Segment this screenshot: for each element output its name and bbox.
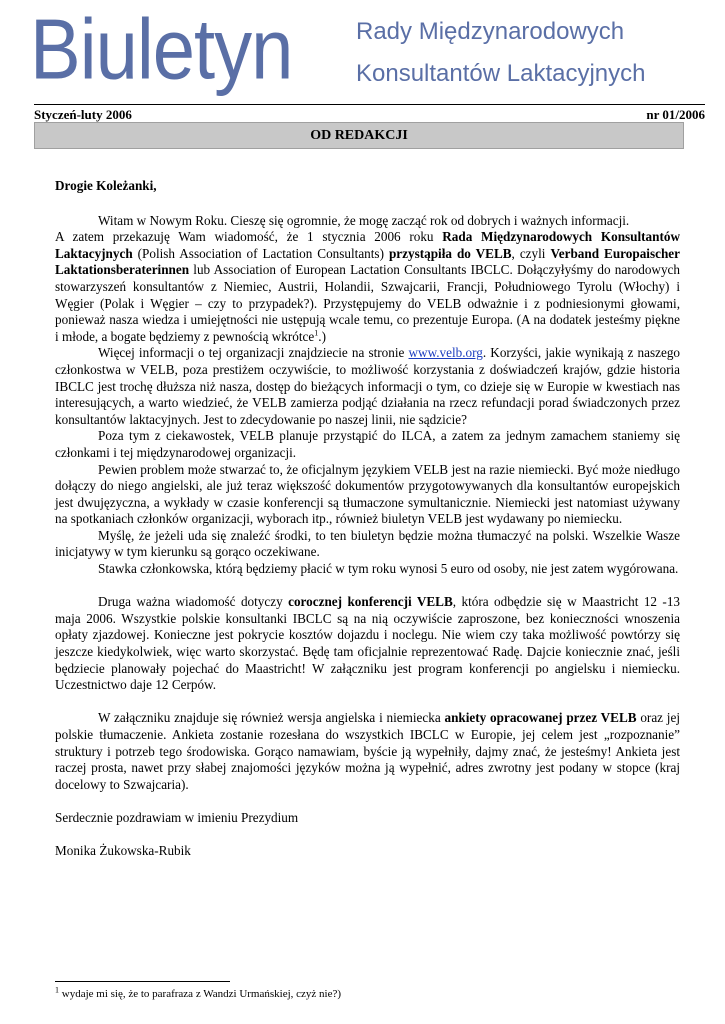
issue-info-row (34, 104, 705, 123)
masthead (26, 2, 706, 108)
paragraph-5: Pewien problem może stwarzać to, że oficjalnym językiem VELB jest na razie niemiecki. Być może niedługo dołączy do niego angielski, ale już teraz większość dokumentów przygotowywanych dla konsultantów europejskich jest dwujęzyczna, a wykłady w czasie konferencji są tłumaczone symultanicznie. Niemiecki jest natomiast używany na spotkaniach członków organizacji, wyborach itp., również biuletyn VELB jest wydawany po niemiecku. (55, 461, 680, 527)
paragraph-6: Myślę, że jeżeli uda się znaleźć środki, to ten biuletyn będzie można tłumaczyć na polski. Wszelkie Wasze inicjatywy w tym kierunku są gorąco oczekiwane. (55, 527, 680, 560)
paragraph-2: A zatem przekazuję Wam wiadomość, że 1 stycznia 2006 roku Rada Międzynarodowych Konsultantów Laktacyjnych (Polish Association of Lactation Consultants) przystąpiła do VELB, czyli Verband Europaischer Laktationsberaterinnen lub Association of European Lactation Consultants IBCLC. Dołączyłyśmy do narodowych stowarzyszeń konsultantów z Niemiec, Austrii, Holandii, Szwajcarii, Francji, Południowego Tyrolu (Włochy) i Węgier (Polak i Węgier – czy to przypadek?). Przystępujemy do VELB odważnie i z podniesionymi głowami, ponieważ nasza wiedza i umiejętności nie ustępują wcale temu, co prezentuje Europa. (A na dodatek jesteśmy piękne i młode, a bogate będziemy z pewnością wkrótce$^1$.) (55, 229, 680, 344)
signature: Monika Żukowska-Rubik (55, 843, 191, 859)
footnote-ref: 1 (314, 328, 319, 338)
issue-number: nr 01/2006 (646, 107, 705, 122)
issue-date: Styczeń-luty 2006 (34, 107, 132, 122)
paragraph-9: W załączniku znajduje się również wersja angielska i niemiecka ankiety opracowanej przez VELB oraz jej polskie tłumaczenie. Ankieta zostanie rozesłana do wszystkich IBCLC w Europie, jej celem jest „rozpoznanie” struktury i potrzeb tego środowiska. Gorąco namawiam, byście ją wypełniły, dajmy znać, że jesteśmy! Ankieta jest raczej prosta, nawet przy słabej znajomości języków można ją wypełnić, adres zwrotny jest podany w stopce (kraj docelowy to Szwajcaria). (55, 710, 680, 792)
paragraph-7: Stawka członkowska, którą będziemy płacić w tym roku wynosi 5 euro od osoby, nie jest zatem wygórowana. (98, 561, 679, 577)
footnote: $^1$ wydaje mi się, że to parafraza z Wandzi Urmańskiej, czyż nie?) (55, 985, 342, 1000)
masthead-title: Biuletyn (30, 2, 293, 98)
paragraph-1: Witam w Nowym Roku. Cieszę się ogromnie, że mogę zacząć rok od dobrych i ważnych informacji. (98, 212, 630, 228)
paragraph-3: Więcej informacji o tej organizacji znajdziecie na stronie www.velb.org. Korzyści, jakie wynikają z naszego członkostwa w VELB, poza prestiżem oczywiście, to możliwość korzystania z doświadczeń krajów, gdzie historia IBCLC jest trochę dłuższa niż nasza, dostęp do bieżących informacji o tym, co dzieje się w Europie w kwestiach nas interesujących, a warto wiedzieć, że VELB zamierza podjąć działania na rzecz refundacji porad świadczonych przez konsultantów laktacyjnych. Jest to zdecydowanie po naszej linii, nie sądzicie? (55, 345, 681, 427)
masthead-subtitle-line2: Konsultantów Laktacyjnych (356, 60, 646, 87)
paragraph-4: Poza tym z ciekawostek, VELB planuje przystąpić do ILCA, a zatem za jednym zamachem staniemy się członkami i tej międzynarodowej organizacji. (55, 428, 680, 460)
footnote-mark: 1 (55, 985, 59, 995)
closing: Serdecznie pozdrawiam w imieniu Prezydium (55, 809, 299, 825)
greeting: Drogie Koleżanki, (55, 178, 157, 193)
letter-body (55, 178, 680, 860)
velb-link[interactable]: www.velb.org (408, 345, 483, 361)
paragraph-8: Druga ważna wiadomość dotyczy corocznej konferencji VELB, która odbędzie się w Maastricht 12 -13 maja 2006. Wszystkie polskie konsultanki IBCLC są na nią oczywiście zaproszone, bez konieczności wnoszenia opłaty zjazdowej. Konieczne jest pokrycie kosztów dojazdu i noclegu. Nie wiem czy taka możliwość powtórzy się jeszcze kiedykolwiek, więc warto skorzystać. Będę tam oficjalnie reprezentować Radę. Dajcie koniecznie znać, jeśli będziecie planowały pojechać do Maastricht! W załączniku jest program konferencji po angielsku i niemiecku. Uczestnictwo daje 12 Cerpów. (55, 594, 681, 693)
section-banner: OD REDAKCJI (34, 122, 684, 149)
masthead-subtitle-line1: Rady Międzynarodowych (356, 18, 625, 45)
footnote-divider (55, 981, 230, 982)
